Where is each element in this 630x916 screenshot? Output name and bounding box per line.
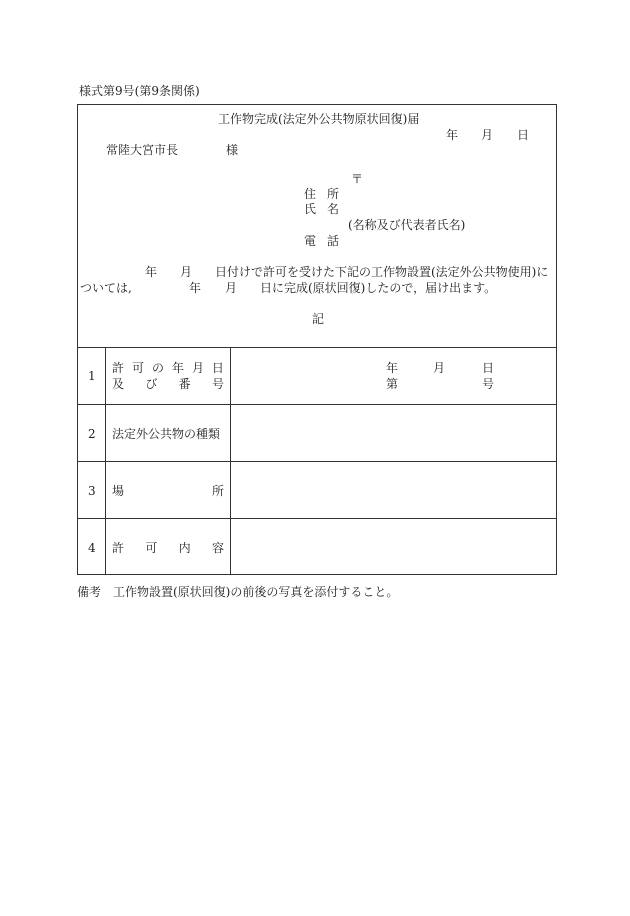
- name-label-char: 氏: [304, 202, 317, 216]
- date-day-label: 日: [517, 128, 530, 142]
- value-year-label: 年: [386, 361, 399, 375]
- name-note: (名称及び代表者氏名): [348, 218, 466, 232]
- body-text-line2: 日に完成(原状回復)したので，届け出ます。: [260, 281, 497, 295]
- phone-label-char: 話: [327, 234, 340, 248]
- label-char: 号: [211, 377, 224, 391]
- row-label-line: [112, 377, 224, 391]
- value-day-label: 日: [482, 361, 495, 375]
- label-char: 内: [178, 541, 191, 555]
- body-month-label: 月: [180, 265, 193, 279]
- row-divider: [77, 461, 557, 462]
- label-char: 及: [112, 377, 125, 391]
- row-divider: [77, 518, 557, 519]
- row-number: 2: [88, 427, 96, 441]
- label-char: 許: [112, 361, 125, 375]
- addressee-honorific: 様: [226, 143, 239, 157]
- body-text-line1: 日付けで許可を受けた下記の工作物設置(法定外公共物使用)に: [215, 265, 549, 279]
- row-number: 4: [88, 541, 96, 555]
- date-month-label: 月: [481, 128, 494, 142]
- address-label-char: 所: [327, 187, 340, 201]
- label-char: 可: [145, 541, 158, 555]
- date-year-label: 年: [446, 128, 459, 142]
- postal-mark: 〒: [351, 172, 364, 186]
- label-char: び: [145, 377, 158, 391]
- row-label: 法定外公共物の種類: [112, 427, 221, 441]
- label-char: 場: [112, 484, 125, 498]
- row-divider: [77, 347, 557, 348]
- value-go-label: 号: [482, 377, 495, 391]
- row-label-line: [112, 361, 224, 375]
- row-number: 3: [88, 484, 96, 498]
- addressee-name: 常陸大宮市長: [106, 143, 179, 157]
- phone-label-char: 電: [304, 234, 317, 248]
- row-number: 1: [88, 369, 96, 383]
- value-month-label: 月: [433, 361, 446, 375]
- ki-heading: 記: [312, 312, 325, 326]
- label-char: 日: [211, 361, 224, 375]
- remarks-note: 備考 工作物設置(原状回復)の前後の写真を添付すること。: [77, 585, 399, 599]
- form-title: 工作物完成(法定外公共物原状回復)届: [218, 112, 420, 126]
- label-char: の: [151, 361, 164, 375]
- body-year-label: 年: [145, 265, 158, 279]
- body-month-label: 月: [225, 281, 238, 295]
- body-year-label: 年: [189, 281, 202, 295]
- label-char: 容: [211, 541, 224, 555]
- row-label: [112, 541, 224, 555]
- address-label-char: 住: [304, 187, 317, 201]
- label-char: 年: [171, 361, 184, 375]
- label-char: 所: [211, 484, 224, 498]
- form-number-label: 様式第9号(第9条関係): [79, 84, 200, 98]
- value-dai-label: 第: [386, 377, 399, 391]
- label-char: 番: [178, 377, 191, 391]
- label-char: 月: [191, 361, 204, 375]
- column-divider: [105, 347, 106, 575]
- column-divider: [230, 347, 231, 575]
- row-divider: [77, 404, 557, 405]
- body-text-line2-start: ついては,: [80, 281, 132, 295]
- form-frame: [77, 104, 557, 575]
- name-label-char: 名: [327, 202, 340, 216]
- row-label: [112, 484, 224, 498]
- label-char: 許: [112, 541, 125, 555]
- label-char: 可: [131, 361, 144, 375]
